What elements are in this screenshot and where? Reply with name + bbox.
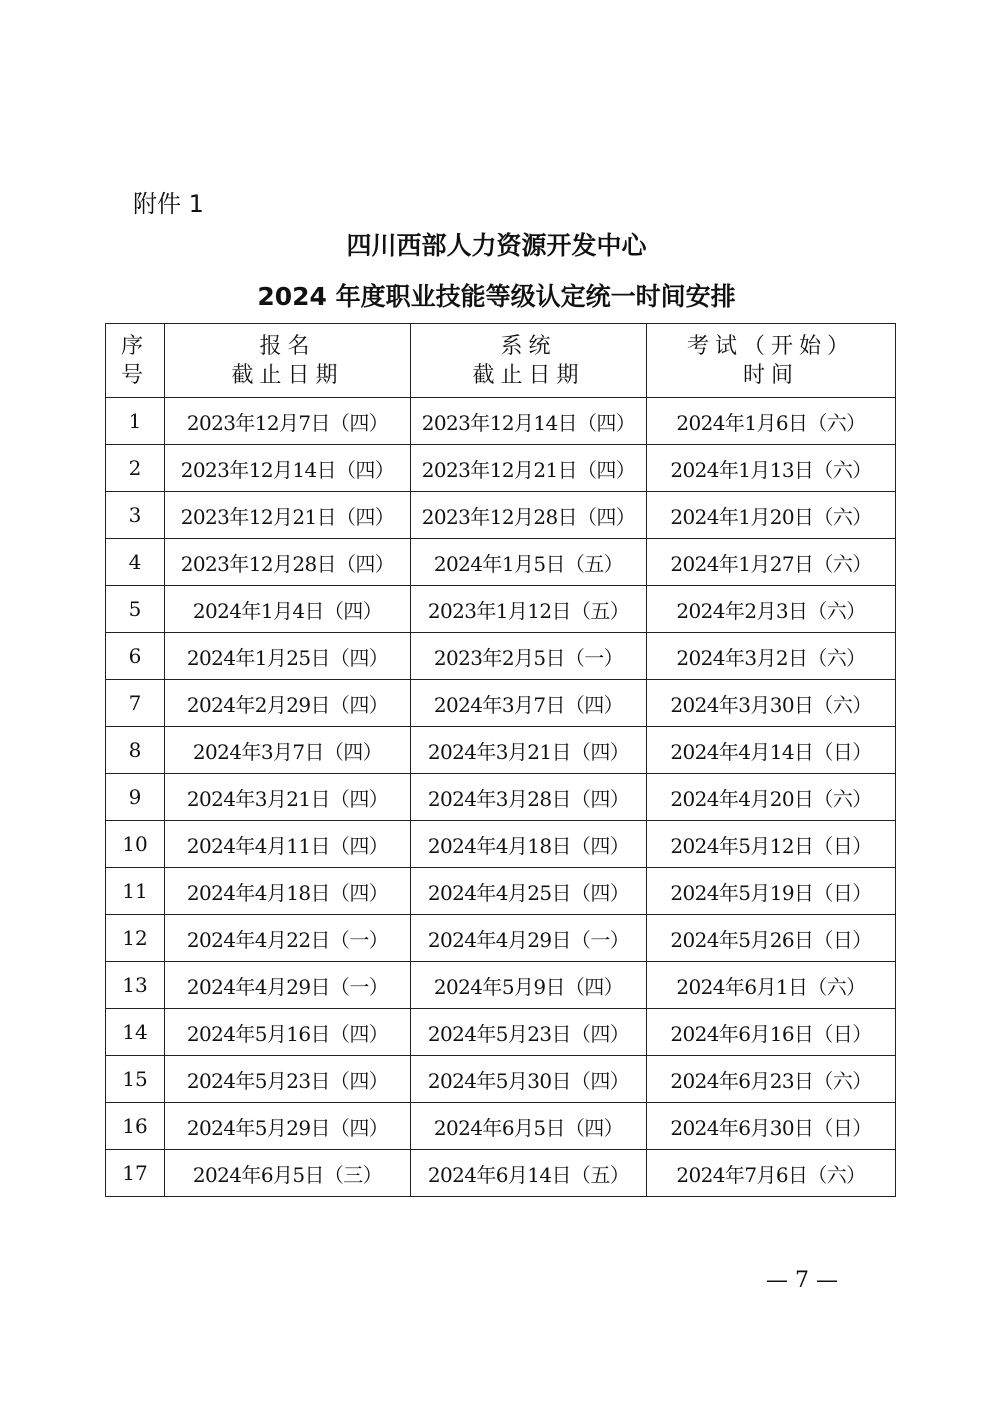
table-row [106, 1009, 896, 1056]
row-index-cell: 4 [106, 539, 165, 586]
header-line: 截止日期 [231, 362, 344, 388]
header-line: 序 [120, 333, 149, 359]
table-row [106, 962, 896, 1009]
row-index-cell: 9 [106, 774, 165, 821]
table-row [106, 868, 896, 915]
exam-start-cell: 2024年1月20日（六） [647, 492, 896, 539]
registration-deadline-cell: 2024年4月29日（一） [165, 962, 411, 1009]
system-deadline-cell: 2024年4月18日（四） [411, 821, 647, 868]
row-index-cell: 6 [106, 633, 165, 680]
exam-start-cell: 2024年6月23日（六） [647, 1056, 896, 1103]
registration-deadline-cell: 2024年5月16日（四） [165, 1009, 411, 1056]
system-deadline-cell: 2024年5月23日（四） [411, 1009, 647, 1056]
row-index-cell: 5 [106, 586, 165, 633]
registration-deadline-cell: 2024年5月29日（四） [165, 1103, 411, 1150]
table-row [106, 1150, 896, 1197]
schedule-table [105, 323, 896, 1197]
header-exam-start [647, 324, 896, 398]
registration-deadline-cell: 2024年4月11日（四） [165, 821, 411, 868]
exam-start-cell: 2024年7月6日（六） [647, 1150, 896, 1197]
system-deadline-cell: 2024年3月28日（四） [411, 774, 647, 821]
exam-start-cell: 2024年3月2日（六） [647, 633, 896, 680]
system-deadline-cell: 2023年1月12日（五） [411, 586, 647, 633]
header-line: 号 [120, 362, 149, 388]
row-index-cell: 15 [106, 1056, 165, 1103]
header-line: 报名 [259, 333, 316, 359]
header-system-deadline [411, 324, 647, 398]
system-deadline-cell: 2024年5月9日（四） [411, 962, 647, 1009]
row-index-cell: 8 [106, 727, 165, 774]
registration-deadline-cell: 2024年4月18日（四） [165, 868, 411, 915]
row-index-cell: 14 [106, 1009, 165, 1056]
exam-start-cell: 2024年5月26日（日） [647, 915, 896, 962]
table-row [106, 821, 896, 868]
system-deadline-cell: 2024年4月29日（一） [411, 915, 647, 962]
row-index-cell: 11 [106, 868, 165, 915]
table-row [106, 1103, 896, 1150]
registration-deadline-cell: 2023年12月14日（四） [165, 445, 411, 492]
registration-deadline-cell: 2023年12月21日（四） [165, 492, 411, 539]
system-deadline-cell: 2024年1月5日（五） [411, 539, 647, 586]
system-deadline-cell: 2023年12月21日（四） [411, 445, 647, 492]
exam-start-cell: 2024年1月6日（六） [647, 398, 896, 445]
header-line: 考试（开始） [686, 333, 855, 359]
system-deadline-cell: 2023年2月5日（一） [411, 633, 647, 680]
table-row [106, 492, 896, 539]
header-registration-deadline [165, 324, 411, 398]
table-row [106, 445, 896, 492]
header-line: 系统 [500, 333, 557, 359]
row-index-cell: 10 [106, 821, 165, 868]
document-subtitle: 2024 年度职业技能等级认定统一时间安排 [257, 282, 736, 311]
exam-start-cell: 2024年1月13日（六） [647, 445, 896, 492]
exam-start-cell: 2024年1月27日（六） [647, 539, 896, 586]
registration-deadline-cell: 2024年1月4日（四） [165, 586, 411, 633]
exam-start-cell: 2024年6月30日（日） [647, 1103, 896, 1150]
system-deadline-cell: 2024年6月14日（五） [411, 1150, 647, 1197]
registration-deadline-cell: 2024年5月23日（四） [165, 1056, 411, 1103]
exam-start-cell: 2024年6月1日（六） [647, 962, 896, 1009]
table-row [106, 398, 896, 445]
system-deadline-cell: 2024年5月30日（四） [411, 1056, 647, 1103]
row-index-cell: 3 [106, 492, 165, 539]
row-index-cell: 13 [106, 962, 165, 1009]
row-index-cell: 2 [106, 445, 165, 492]
table-row [106, 633, 896, 680]
registration-deadline-cell: 2024年4月22日（一） [165, 915, 411, 962]
table-header-row [106, 324, 896, 398]
registration-deadline-cell: 2024年3月7日（四） [165, 727, 411, 774]
exam-start-cell: 2024年3月30日（六） [647, 680, 896, 727]
exam-start-cell: 2024年2月3日（六） [647, 586, 896, 633]
document-title: 四川西部人力资源开发中心 [346, 231, 647, 260]
table-row [106, 539, 896, 586]
attachment-label: 附件 1 [133, 190, 204, 218]
exam-start-cell: 2024年4月14日（日） [647, 727, 896, 774]
row-index-cell: 17 [106, 1150, 165, 1197]
table-row [106, 727, 896, 774]
table-row [106, 680, 896, 727]
system-deadline-cell: 2023年12月14日（四） [411, 398, 647, 445]
row-index-cell: 7 [106, 680, 165, 727]
table-row [106, 586, 896, 633]
header-line: 时间 [742, 362, 799, 388]
header-line: 截止日期 [472, 362, 585, 388]
system-deadline-cell: 2024年4月25日（四） [411, 868, 647, 915]
exam-start-cell: 2024年4月20日（六） [647, 774, 896, 821]
registration-deadline-cell: 2023年12月28日（四） [165, 539, 411, 586]
system-deadline-cell: 2024年6月5日（四） [411, 1103, 647, 1150]
exam-start-cell: 2024年5月19日（日） [647, 868, 896, 915]
exam-start-cell: 2024年5月12日（日） [647, 821, 896, 868]
system-deadline-cell: 2023年12月28日（四） [411, 492, 647, 539]
system-deadline-cell: 2024年3月7日（四） [411, 680, 647, 727]
table-row [106, 1056, 896, 1103]
row-index-cell: 12 [106, 915, 165, 962]
row-index-cell: 16 [106, 1103, 165, 1150]
registration-deadline-cell: 2024年3月21日（四） [165, 774, 411, 821]
row-index-cell: 1 [106, 398, 165, 445]
page-number: — 7 — [766, 1268, 838, 1293]
system-deadline-cell: 2024年3月21日（四） [411, 727, 647, 774]
registration-deadline-cell: 2023年12月7日（四） [165, 398, 411, 445]
registration-deadline-cell: 2024年2月29日（四） [165, 680, 411, 727]
exam-start-cell: 2024年6月16日（日） [647, 1009, 896, 1056]
table-row [106, 774, 896, 821]
registration-deadline-cell: 2024年6月5日（三） [165, 1150, 411, 1197]
header-index [106, 324, 165, 398]
table-row [106, 915, 896, 962]
registration-deadline-cell: 2024年1月25日（四） [165, 633, 411, 680]
